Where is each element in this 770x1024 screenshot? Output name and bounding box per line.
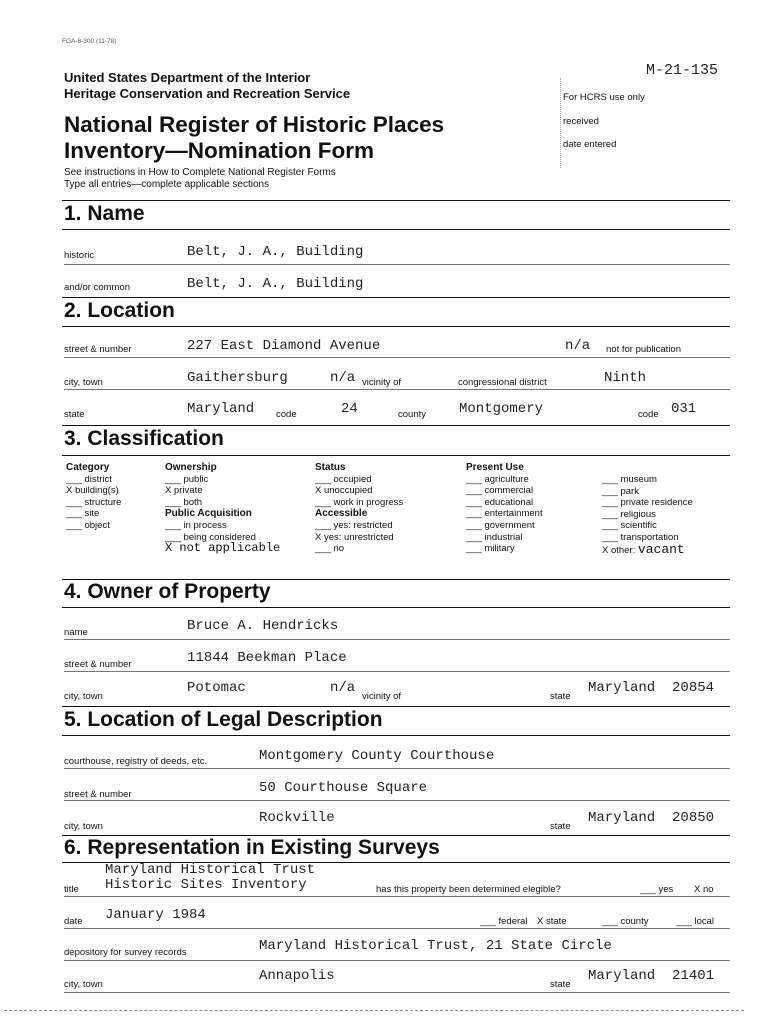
use-other: X other:: [602, 544, 636, 556]
use-entertainment: ___ entertainment: [466, 508, 543, 520]
depository-value: Maryland Historical Trust, 21 State Circle: [259, 938, 612, 954]
ownership-private: X private: [165, 485, 203, 497]
congressional-district-label: congressional district: [458, 377, 547, 388]
ownership-both: ___ both: [165, 496, 202, 508]
department-heading: [64, 70, 350, 102]
survey-city-label: city, town: [64, 979, 103, 990]
hcrs-use-only: For HCRS use only: [563, 92, 645, 103]
reference-number: M-21-135: [646, 62, 719, 79]
use-industrial: ___ industrial: [466, 531, 523, 543]
owner-street: 11844 Beekman Place: [187, 650, 347, 666]
city-label: city, town: [64, 377, 103, 388]
present-use-column: [466, 462, 543, 555]
historic-name: Belt, J. A., Building: [187, 244, 364, 260]
section-4-heading: 4. Owner of Property: [64, 580, 271, 603]
owner-vicinity-label: vicinity of: [362, 691, 402, 702]
survey-local: ___ local: [676, 916, 715, 927]
eligible-question: has this property been determined elegible?: [376, 884, 561, 895]
section-2-heading: 2. Location: [64, 299, 175, 322]
not-for-publication-value: n/a: [565, 338, 591, 354]
section-5-heading: 5. Location of Legal Description: [64, 708, 383, 731]
survey-date: January 1984: [105, 907, 206, 923]
ownership-column: [165, 462, 280, 555]
ownership-public: ___ public: [165, 473, 209, 485]
county-code-label: code: [638, 409, 659, 420]
ownership-title: Ownership: [165, 462, 217, 473]
owner-street-label: street & number: [64, 659, 132, 670]
owner-city: Potomac: [187, 680, 246, 696]
depository-label: depository for survey records: [64, 947, 187, 958]
status-column: [315, 462, 403, 555]
survey-date-label: date: [64, 916, 83, 927]
dept-line-1: United States Department of the Interior: [64, 70, 311, 85]
section-3-heading: 3. Classification: [64, 427, 224, 450]
accessible-title: Accessible: [315, 508, 368, 520]
title-line-2: Inventory—Nomination Form: [64, 138, 375, 163]
status-work-in-progress: ___ work in progress: [315, 496, 404, 508]
state-code: 24: [341, 401, 358, 417]
public-acquisition-title: Public Acquisition: [165, 508, 252, 520]
section-6-heading: 6. Representation in Existing Surveys: [64, 836, 440, 859]
acquisition-not-applicable: X not applicable: [165, 541, 281, 556]
owner-state-label: state: [550, 691, 571, 702]
hcrs-box-edge: [560, 78, 562, 168]
use-private-residence: ___ private residence: [602, 497, 693, 509]
county-code: 031: [671, 401, 697, 417]
instructions-line-1: See instructions in How to Complete National Register Forms: [64, 167, 336, 178]
historic-label: historic: [64, 250, 95, 261]
use-other-value: vacant: [637, 541, 685, 557]
instructions: [64, 167, 336, 190]
use-scientific: ___ scientific: [602, 520, 657, 532]
vicinity-value: n/a: [330, 370, 356, 386]
form-code: FGA-8-300 (11-78): [62, 38, 117, 45]
acquisition-in-process: ___ in process: [165, 519, 227, 531]
survey-title-label: title: [64, 884, 79, 895]
hcrs-received: received: [563, 116, 599, 127]
vicinity-label: vicinity of: [362, 377, 402, 388]
survey-federal: ___ federal: [480, 916, 528, 927]
category-column: [66, 462, 121, 532]
state-value: Maryland: [187, 401, 255, 417]
use-military: ___ military: [466, 543, 515, 555]
not-for-publication-label: not for publication: [606, 344, 681, 355]
acquisition-being-considered: ___ being considered: [165, 531, 256, 543]
street-address: 227 East Diamond Avenue: [187, 338, 381, 354]
legal-street: 50 Courthouse Square: [259, 780, 428, 796]
use-government: ___ government: [466, 519, 535, 531]
survey-title-line-1: Maryland Historical Trust: [105, 862, 316, 878]
legal-city-label: city, town: [64, 821, 103, 832]
category-district: ___ district: [66, 473, 112, 485]
instructions-line-2: Type all entries—complete applicable sections: [64, 178, 270, 190]
category-site: ___ site: [66, 508, 100, 520]
status-occupied: ___ occupied: [315, 473, 372, 485]
survey-city: Annapolis: [259, 968, 335, 984]
status-title: Status: [315, 462, 346, 473]
survey-county: ___ county: [602, 916, 649, 927]
use-park: ___ park: [602, 485, 639, 497]
owner-name-label: name: [64, 627, 88, 638]
owner-vicinity-value: n/a: [330, 680, 356, 696]
survey-title-line-2: Historic Sites Inventory: [105, 877, 307, 893]
survey-title: [105, 863, 315, 893]
survey-state2: Maryland 21401: [588, 968, 715, 984]
courthouse-label: courthouse, registry of deeds, etc.: [64, 756, 208, 767]
use-agriculture: ___ agriculture: [466, 473, 529, 485]
use-commercial: ___ commercial: [466, 485, 534, 497]
eligible-yes: ___ yes: [640, 884, 674, 895]
legal-city: Rockville: [259, 810, 335, 826]
common-label: and/or common: [64, 282, 131, 293]
county-label: county: [398, 409, 426, 420]
legal-state: Maryland 20850: [588, 810, 715, 826]
category-structure: ___ structure: [66, 496, 122, 508]
legal-street-label: street & number: [64, 789, 132, 800]
owner-state: Maryland 20854: [588, 680, 715, 696]
legal-state-label: state: [550, 821, 571, 832]
accessible-restricted: ___ yes: restricted: [315, 519, 393, 531]
use-religious: ___ religious: [602, 508, 656, 520]
survey-state: X state: [537, 916, 567, 927]
congressional-district-value: Ninth: [604, 370, 647, 386]
category-object: ___ object: [66, 519, 110, 531]
accessible-no: ___ no: [315, 543, 345, 555]
common-name: Belt, J. A., Building: [187, 276, 364, 292]
street-number-label: street & number: [64, 344, 132, 355]
eligible-no: X no: [694, 884, 714, 895]
county-value: Montgomery: [459, 401, 544, 417]
page-bottom-edge: [4, 1010, 744, 1011]
section-1-heading: 1. Name: [64, 202, 145, 225]
title-line-1: National Register of Historic Places: [64, 112, 445, 137]
state-code-label: code: [276, 409, 297, 420]
state-label: state: [64, 409, 85, 420]
present-use-title: Present Use: [466, 462, 524, 473]
accessible-unrestricted: X yes: unrestricted: [315, 531, 394, 543]
category-building: X building(s): [66, 485, 119, 497]
use-museum: ___ museum: [602, 474, 657, 485]
owner-city-label: city, town: [64, 691, 103, 702]
survey-state2-label: state: [550, 979, 571, 990]
courthouse-value: Montgomery County Courthouse: [259, 748, 495, 764]
present-use-column-2: [602, 474, 693, 556]
category-title: Category: [66, 462, 110, 473]
hcrs-date-entered: date entered: [563, 139, 617, 150]
status-unoccupied: X unoccupied: [315, 485, 373, 497]
use-educational: ___ educational: [466, 496, 534, 508]
dept-line-2: Heritage Conservation and Recreation Service: [64, 86, 351, 101]
use-transportation: ___ transportation: [602, 531, 679, 543]
form-title: [64, 112, 444, 164]
owner-name: Bruce A. Hendricks: [187, 618, 339, 634]
city-value: Gaithersburg: [187, 370, 288, 386]
